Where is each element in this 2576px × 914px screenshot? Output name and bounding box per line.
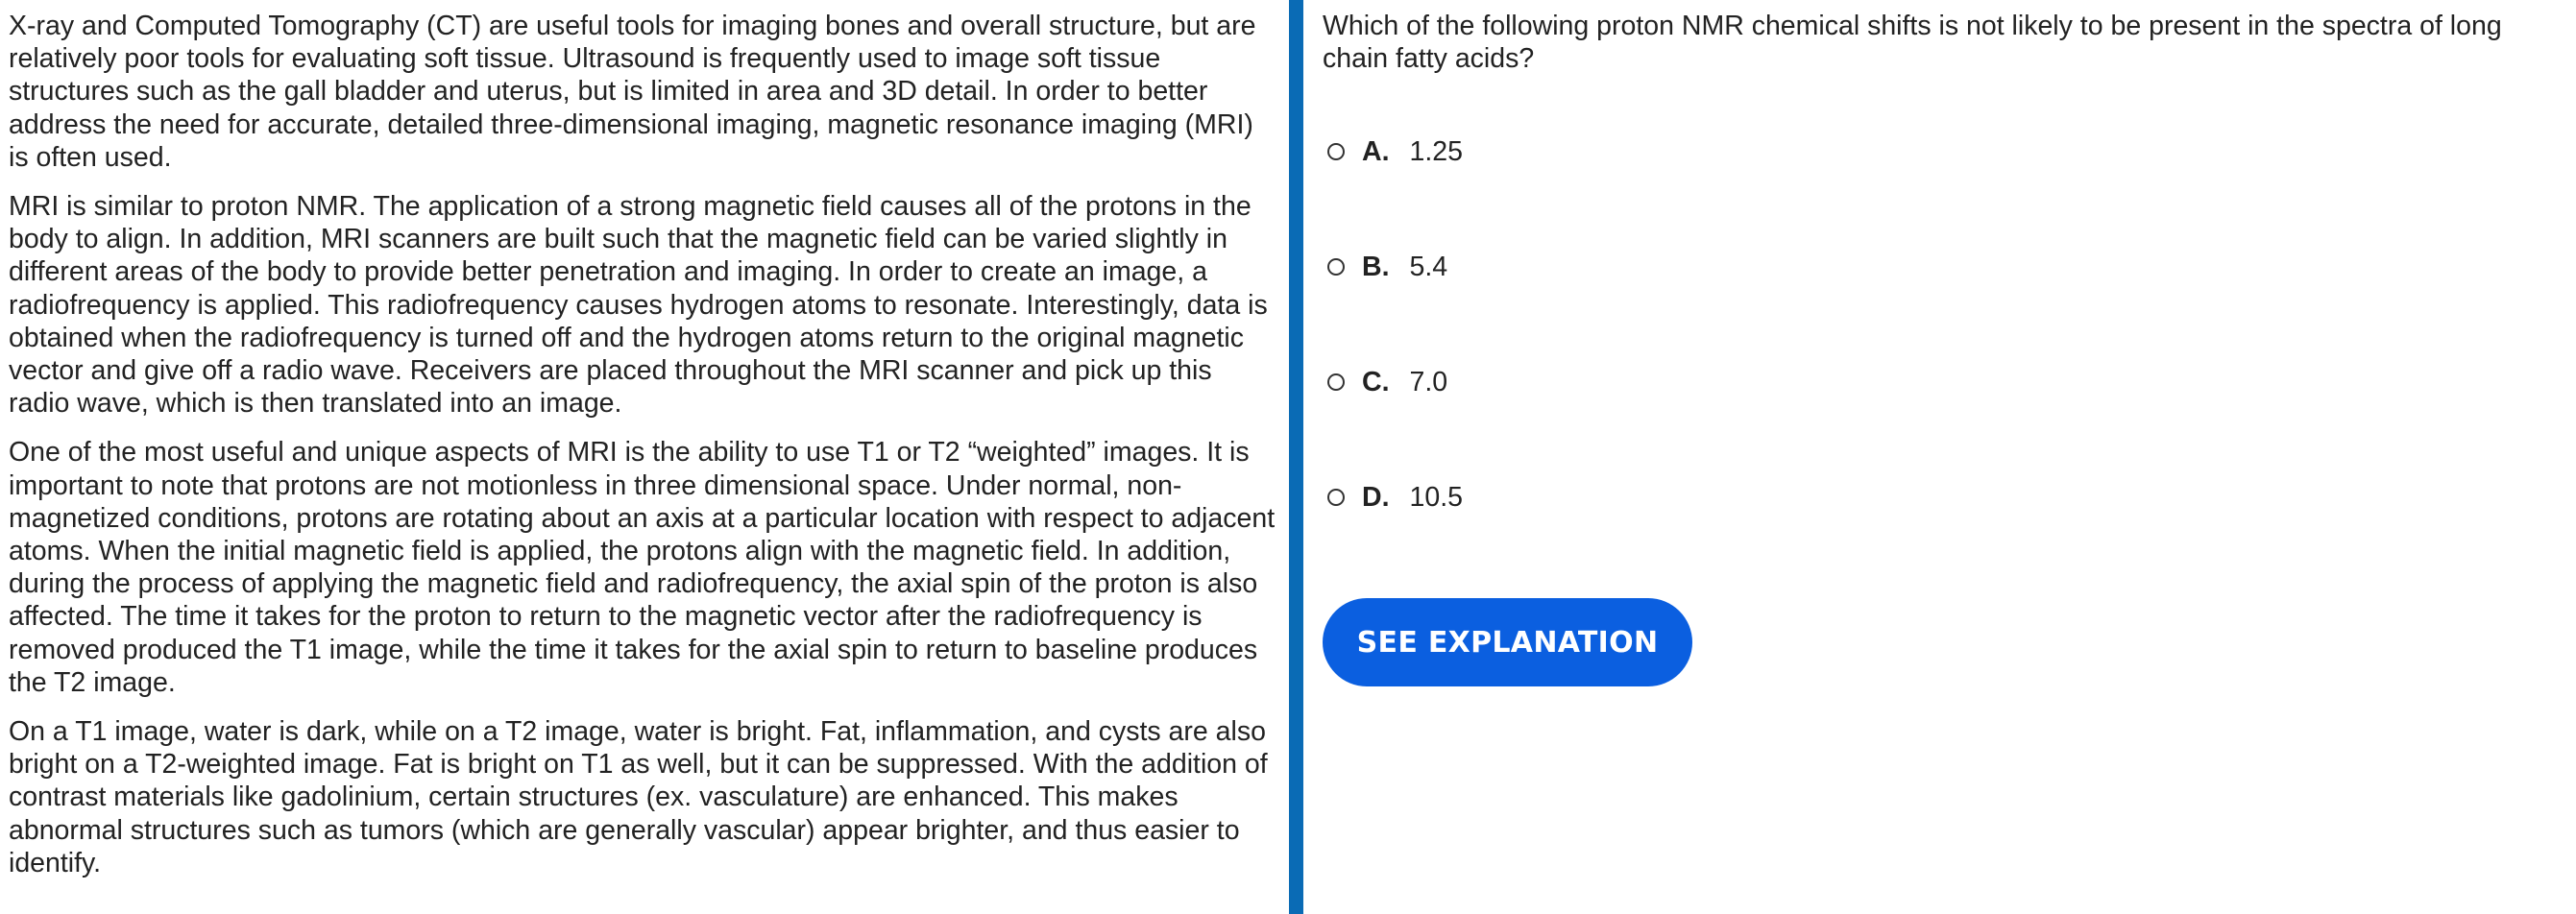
answer-option-d[interactable] — [1327, 478, 1463, 517]
answer-letter: B. — [1362, 251, 1390, 282]
answer-option-b[interactable] — [1327, 248, 1447, 286]
answer-value: 7.0 — [1409, 366, 1448, 397]
radio-circle-icon[interactable] — [1327, 143, 1345, 160]
answer-option-a[interactable] — [1327, 132, 1463, 171]
answer-letter: C. — [1362, 366, 1390, 397]
answer-option-c[interactable] — [1327, 363, 1447, 401]
see-explanation-button[interactable]: SEE EXPLANATION — [1323, 598, 1692, 686]
answer-letter: A. — [1362, 135, 1390, 167]
passage-paragraph: MRI is similar to proton NMR. The application of a strong magnetic field causes all of the protons in the body to align. In addition, MRI scanners are built such that the magnetic field can be varied slightly in different areas of the body to provide better penetration and imaging. In order to create an image, a radiofrequency is applied. This radiofrequency causes hydrogen atoms to resonate. Interestingly, data is obtained when the radiofrequency is turned off and the hydrogen atoms return to the original magnetic vector and give off a radio wave. Receivers are placed throughout the MRI scanner and pick up this radio wave, which is then translated into an image. — [9, 191, 1268, 420]
question-panel — [1323, 10, 2571, 660]
passage — [9, 10, 1276, 896]
question-text: Which of the following proton NMR chemical shifts is not likely to be present in the spectra of long chain fatty acids? — [1323, 11, 2502, 75]
radio-circle-icon[interactable] — [1327, 373, 1345, 391]
radio-circle-icon[interactable] — [1327, 489, 1345, 506]
radio-circle-icon[interactable] — [1327, 258, 1345, 276]
answer-value: 5.4 — [1409, 251, 1448, 282]
passage-paragraph: X-ray and Computed Tomography (CT) are useful tools for imaging bones and overall structure, but are relatively poor tools for evaluating soft tissue. Ultrasound is frequently used to image soft tissue structures such as the gall bladder and uterus, but is limited in area and 3D detail. In order to better address the need for accurate, detailed three-dimensional imaging, magnetic resonance imaging (MRI) is often used. — [9, 11, 1256, 173]
panel-divider[interactable] — [1289, 0, 1303, 914]
answer-letter: D. — [1362, 481, 1390, 513]
answer-value: 10.5 — [1409, 481, 1463, 513]
passage-paragraph: On a T1 image, water is dark, while on a T2 image, water is bright. Fat, inflammation, and cysts are also bright on a T2-weighted image. Fat is bright on T1 as well, but it can be suppressed. With the addition of contrast materials like gadolinium, certain structures (ex. vasculature) are enhanced. This makes abnormal structures such as tumors (which are generally vascular) appear brighter, and thus easier to identify. — [9, 716, 1268, 878]
answer-value: 1.25 — [1409, 135, 1463, 167]
passage-paragraph: One of the most useful and unique aspects of MRI is the ability to use T1 or T2 “weighted” images. It is important to note that protons are not motionless in three dimensional space. Under normal, non-magnetized conditions, protons are rotating about an axis at a particular location with respect to adjacent atoms. When the initial magnetic field is applied, the protons align with the magnetic field. In addition, during the process of applying the magnetic field and radiofrequency, the axial spin of the proton is also affected. The time it takes for the proton to return to the magnetic vector after the radiofrequency is removed produced the T1 image, while the time it takes for the axial spin to return to baseline produces the T2 image. — [9, 437, 1276, 698]
